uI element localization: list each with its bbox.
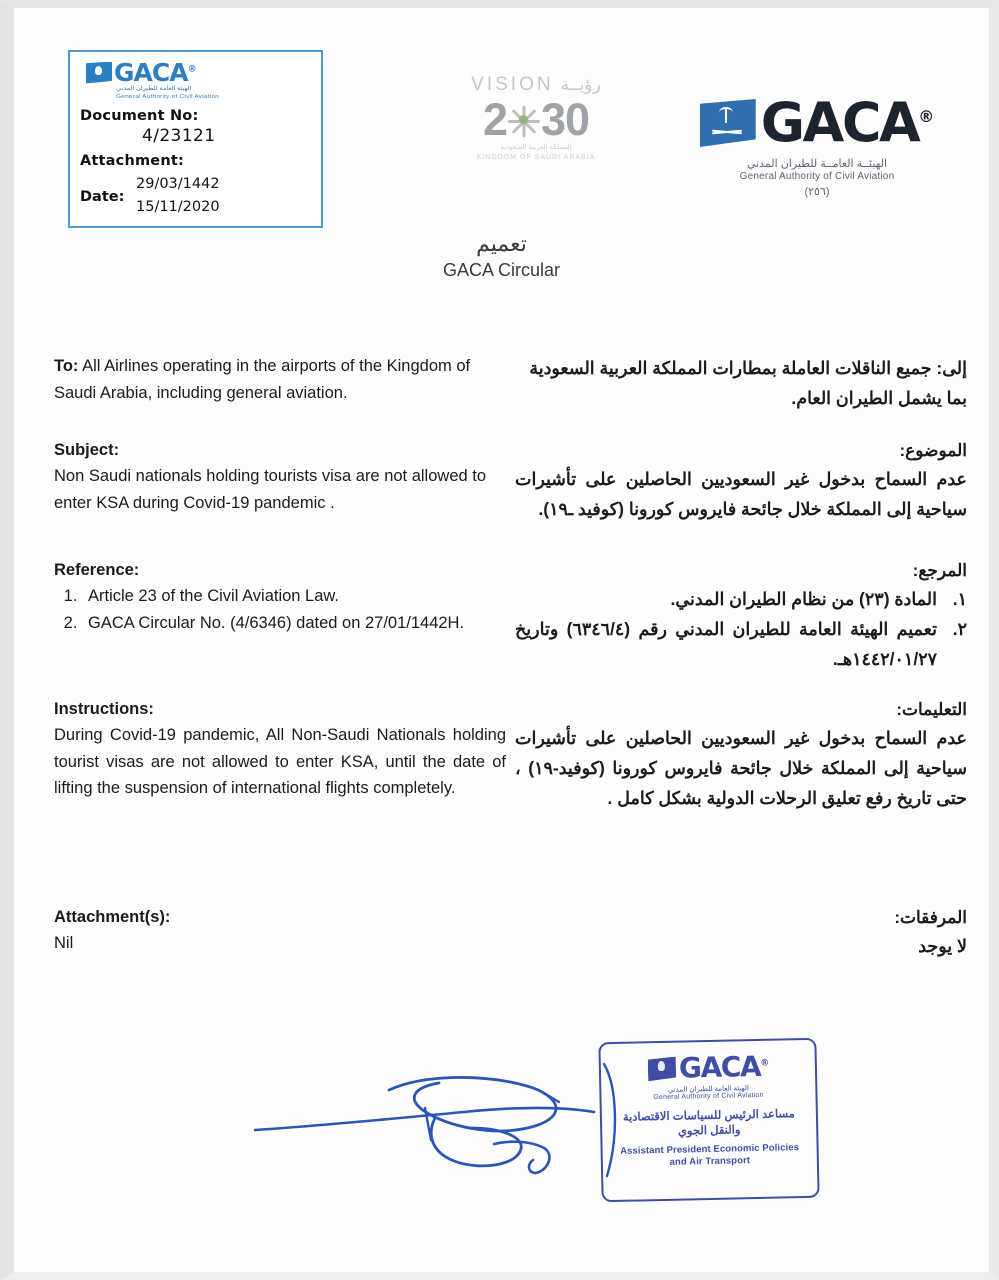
attachments-section bbox=[54, 908, 967, 961]
date-gregorian: 15/11/2020 bbox=[136, 198, 220, 215]
vision-subtitle-arabic: المملكة العربية السعودية bbox=[500, 144, 572, 152]
to-label-arabic: إلى: bbox=[936, 358, 967, 378]
handwritten-signature bbox=[249, 1056, 629, 1206]
gaca-subtitle-english: General Authority of Civil Aviation bbox=[739, 171, 895, 182]
date-values bbox=[136, 173, 220, 218]
attachment-field-label: Attachment: bbox=[80, 153, 184, 170]
gaca-wordmark-group bbox=[692, 91, 942, 154]
attachments-value-english: Nil bbox=[54, 934, 74, 952]
document-number-value: 4/23121 bbox=[142, 126, 216, 147]
saudi-flag-icon bbox=[86, 62, 112, 84]
gaca-wordmark: GACA® bbox=[760, 91, 935, 154]
to-section bbox=[54, 353, 967, 413]
gaca-subtitle-arabic: الهيئــة العامــة للطيران المدني bbox=[746, 158, 888, 170]
date-hijri: 29/03/1442 bbox=[136, 176, 220, 193]
to-text-english: All Airlines operating in the airports of the Kingdom of Saudi Arabia, including general aviation. bbox=[54, 357, 471, 402]
subject-section bbox=[54, 441, 967, 524]
attachments-label-arabic: المرفقات: bbox=[894, 908, 967, 927]
attachments-arabic bbox=[515, 908, 967, 961]
vision-wordmark bbox=[451, 74, 621, 96]
vision-text-arabic: رؤيــة bbox=[560, 75, 601, 94]
attachments-value-arabic: لا يوجد bbox=[918, 936, 967, 956]
vision-ornament-icon bbox=[505, 101, 543, 139]
circular-title-english: GACA Circular bbox=[442, 259, 561, 280]
gaca-logo-small bbox=[86, 60, 196, 85]
reference-item-text-arabic: تعميم الهيئة العامة للطيران المدني رقم (٦٣٤٦/٤) وتاريخ ١٤٤٢/٠١/٢٧هـ. bbox=[515, 619, 937, 670]
gaca-wordmark-small: GACA® bbox=[114, 58, 196, 87]
subject-text-english: Non Saudi nationals holding tourists visa are not allowed to enter KSA during Covid-19 pandemic . bbox=[54, 467, 487, 512]
saudi-flag-icon-stamp bbox=[648, 1057, 676, 1082]
crossed-swords-icon bbox=[712, 127, 742, 136]
reference-section bbox=[54, 561, 967, 674]
reference-item-arabic bbox=[515, 614, 967, 674]
instructions-text-english: During Covid-19 pandemic, All Non-Saudi Nationals holding tourist visas are not allowed to enter KSA, until the date of lifting the suspension of international flights completely. bbox=[54, 726, 506, 798]
stamp-logo bbox=[601, 1049, 816, 1085]
to-label-english: To: bbox=[54, 357, 79, 375]
reference-arabic bbox=[515, 561, 967, 674]
date-label: Date: bbox=[80, 189, 125, 206]
document-box-logo bbox=[86, 60, 311, 101]
vision-year-number bbox=[451, 96, 621, 143]
circular-title bbox=[14, 230, 989, 281]
date-row bbox=[80, 173, 311, 218]
subject-label-english: Subject: bbox=[54, 441, 120, 459]
reference-item-number-arabic: ١. bbox=[952, 589, 967, 609]
document-sheet bbox=[14, 8, 989, 1272]
vision-2030-logo bbox=[451, 74, 621, 162]
stamp-role-arabic: مساعد الرئيس للسياسات الاقتصادية والنقل الجوي bbox=[622, 1108, 796, 1138]
reference-item-number-arabic: ٢. bbox=[952, 619, 967, 640]
reference-item-arabic bbox=[515, 584, 967, 614]
gaca-subtitle-arabic-small: الهيئة العامة للطيران المدني bbox=[116, 85, 192, 92]
official-stamp bbox=[598, 1038, 819, 1203]
stamp-role-english: Assistant President Economic Policies and Air Transport bbox=[620, 1141, 800, 1168]
instructions-label-english: Instructions: bbox=[54, 700, 154, 718]
subject-english bbox=[54, 441, 506, 516]
stamp-wordmark: GACA® bbox=[678, 1049, 768, 1085]
instructions-section bbox=[54, 700, 967, 813]
vision-text-english: VISION bbox=[471, 74, 554, 95]
stamp-subtitle-english: General Authority of Civil Aviation bbox=[653, 1091, 764, 1102]
stamp-subtitle-arabic: الهيئة العامة للطيران المدني bbox=[667, 1085, 749, 1094]
saudi-flag-icon-large bbox=[700, 99, 756, 147]
subject-text-arabic: عدم السماح بدخول غير السعوديين الحاصلين على تأشيرات سياحية إلى المملكة خلال جائحة فايروس كورونا (كوفيد ـ١٩). bbox=[515, 469, 967, 520]
to-arabic bbox=[515, 353, 967, 413]
circular-title-arabic: تعميم bbox=[476, 231, 527, 256]
attachments-label-english: Attachment(s): bbox=[54, 908, 171, 926]
to-text-arabic: جميع الناقلات العاملة بمطارات المملكة العربية السعودية بما يشمل الطيران العام. bbox=[529, 358, 967, 409]
document-number-label: Document No: bbox=[80, 108, 199, 125]
reference-list-english bbox=[54, 583, 506, 636]
vision-subtitle-english: KINGDOM OF SAUDI ARABIA bbox=[476, 153, 596, 161]
instructions-text-arabic: عدم السماح بدخول غير السعوديين الحاصلين على تأشيرات سياحية إلى المملكة خلال جائحة فايروس كورونا (كوفيد-١٩) ، حتى تاريخ رفع تعليق الرحلات الدولية بشكل كامل . bbox=[515, 728, 968, 809]
instructions-english bbox=[54, 700, 506, 802]
instructions-label-arabic: التعليمات: bbox=[896, 700, 967, 719]
palm-tree-icon bbox=[720, 107, 732, 127]
reference-item-english: 2. GACA Circular No. (4/6346) dated on 27/01/1442H. bbox=[82, 610, 506, 637]
reference-label-english: Reference: bbox=[54, 561, 140, 579]
subject-label-arabic: الموضوع: bbox=[899, 441, 967, 460]
signature-ink bbox=[249, 1056, 629, 1206]
gaca-subtitle-english-small: General Authority of Civil Aviation bbox=[116, 93, 219, 100]
document-reference-box bbox=[68, 50, 323, 228]
to-english bbox=[54, 353, 506, 406]
gaca-logo-code: (٢٥٦) bbox=[804, 186, 830, 198]
instructions-arabic bbox=[515, 700, 967, 813]
reference-item-english: 1. Article 23 of the Civil Aviation Law. bbox=[82, 583, 506, 610]
reference-english bbox=[54, 561, 506, 636]
gaca-logo-main bbox=[692, 91, 942, 198]
vision-digits-right: 30 bbox=[540, 94, 590, 145]
reference-item-text-arabic: المادة (٢٣) من نظام الطيران المدني. bbox=[670, 589, 937, 609]
attachments-english bbox=[54, 908, 506, 957]
vision-digit-left: 2 bbox=[482, 94, 507, 145]
subject-arabic bbox=[515, 441, 967, 524]
reference-label-arabic: المرجع: bbox=[912, 561, 967, 580]
